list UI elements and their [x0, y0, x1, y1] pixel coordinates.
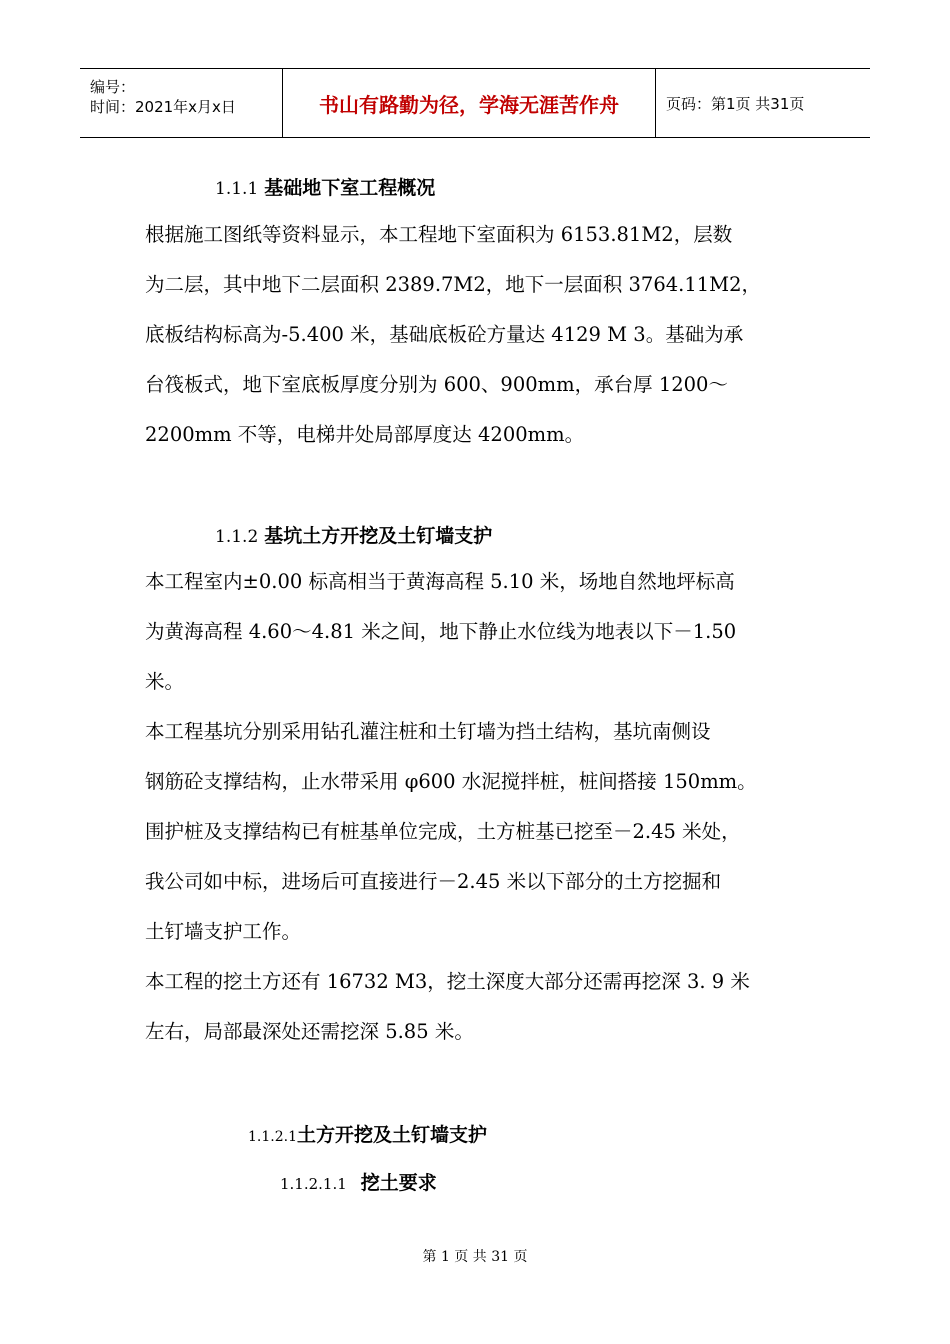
section-title: 基坑土方开挖及土钉墙支护	[264, 525, 493, 547]
text-line: 为黄海高程 4.60～4.81 米之间，地下静止水位线为地表以下－1.50	[145, 620, 737, 643]
section-number: 1.1.1	[215, 179, 259, 199]
header-table	[80, 68, 870, 138]
paragraph-earthwork-volume	[145, 957, 825, 1057]
text-line: 本工程基坑分别采用钻孔灌注桩和土钉墙为挡土结构，基坑南侧设	[145, 720, 711, 743]
section-number: 1.1.2.1	[248, 1129, 297, 1145]
section-heading-1-1-2-1-1	[280, 1168, 437, 1195]
text-line: 本工程室内±0.00 标高相当于黄海高程 5.10 米，场地自然地坪标高	[145, 570, 735, 593]
text-line: 为二层，其中地下二层面积 2389.7M2，地下一层面积 3764.11M2，	[145, 273, 762, 296]
paragraph-basement-overview	[145, 210, 825, 460]
text-line: 本工程的挖土方还有 16732 M3，挖土深度大部分还需再挖深 3. 9 米	[145, 970, 750, 993]
text-line: 底板结构标高为-5.400 米，基础底板砼方量达 4129 M 3。基础为承	[145, 323, 744, 346]
paragraph-elevation	[145, 557, 825, 707]
section-number: 1.1.2	[215, 527, 259, 547]
text-line: 米。	[145, 670, 185, 693]
text-line: 2200mm 不等，电梯井处局部厚度达 4200mm。	[145, 423, 585, 446]
header-meta	[80, 69, 282, 137]
section-number: 1.1.2.1.1	[280, 1175, 347, 1193]
paragraph-retaining-structure	[145, 707, 825, 957]
text-line: 我公司如中标，进场后可直接进行－2.45 米以下部分的土方挖掘和	[145, 870, 722, 893]
section-heading-1-1-2	[215, 521, 492, 548]
text-line: 左右，局部最深处还需挖深 5.85 米。	[145, 1020, 474, 1043]
header-motto: 书山有路勤为径，学海无涯苦作舟	[282, 69, 656, 137]
text-line: 钢筋砼支撑结构，止水带采用 φ600 水泥搅拌桩，桩间搭接 150mm。	[145, 770, 757, 793]
section-title: 挖土要求	[360, 1172, 437, 1194]
text-line: 台筏板式，地下室底板厚度分别为 600、900mm，承台厚 1200～	[145, 373, 728, 396]
text-line: 根据施工图纸等资料显示，本工程地下室面积为 6153.81M2，层数	[145, 223, 733, 246]
header-page-info: 页码：第1页 共31页	[666, 94, 805, 113]
section-title: 土方开挖及土钉墙支护	[296, 1124, 487, 1146]
text-line: 土钉墙支护工作。	[145, 920, 302, 943]
section-heading-1-1-1	[215, 173, 435, 200]
page-footer: 第 1 页 共 31 页	[422, 1249, 528, 1265]
section-title: 基础地下室工程概况	[264, 177, 436, 199]
text-line: 围护桩及支撑结构已有桩基单位完成，土方桩基已挖至－2.45 米处，	[145, 820, 741, 843]
section-heading-1-1-2-1	[248, 1120, 487, 1147]
doc-date: 时间：2021年x月x日	[90, 98, 236, 116]
doc-number: 编号：	[90, 78, 136, 96]
